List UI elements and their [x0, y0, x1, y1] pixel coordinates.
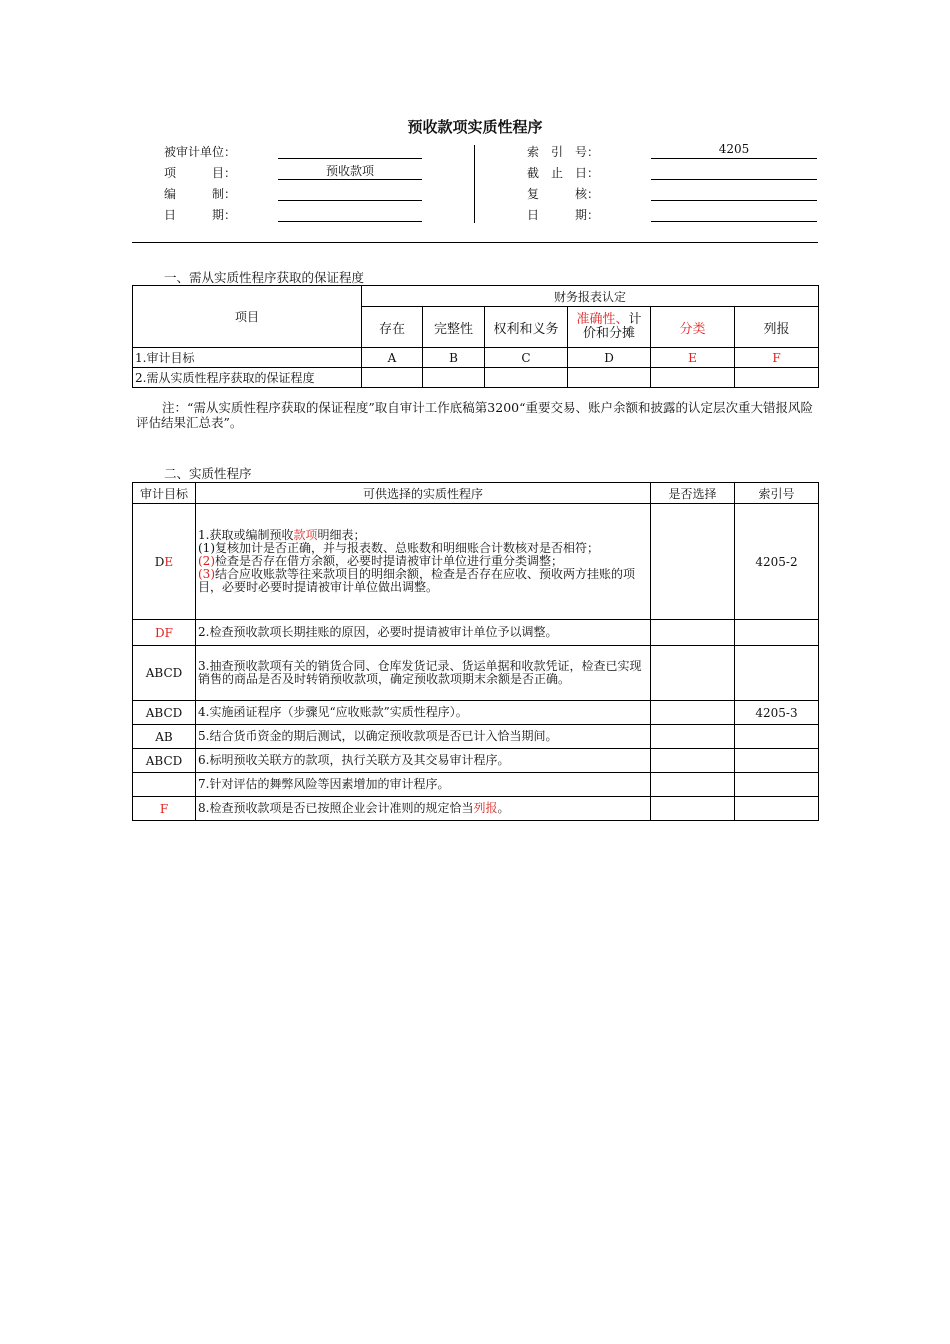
table-row [133, 620, 819, 646]
proc1-line3: 检查是否存在借方余额，必要时提请被审计单位进行重分类调整； [215, 554, 564, 568]
procedure-objective: AB [133, 725, 196, 749]
assurance-input-cell[interactable] [423, 368, 485, 388]
objective-cell: A [362, 348, 423, 368]
procedure-objective: ABCD [133, 701, 196, 725]
objective-black: D [154, 554, 165, 569]
header-label-index: 索 引 号： [527, 145, 600, 159]
procedure-index [735, 725, 819, 749]
header-label-cutoff: 截 止 日： [527, 166, 600, 180]
procedure-selected[interactable] [651, 725, 735, 749]
table-row [133, 749, 819, 773]
assurance-input-cell[interactable] [485, 368, 568, 388]
procedure-text: 5.结合货币资金的期后测试，以确定预收款项是否已计入恰当期间。 [196, 725, 651, 749]
objective-cell: D [568, 348, 651, 368]
assurance-input-cell[interactable] [362, 368, 423, 388]
procedure-selected[interactable] [651, 749, 735, 773]
assertion-accuracy-red: 准确性、 [576, 312, 629, 327]
header-label-client: 被审计单位： [164, 145, 237, 159]
assurance-input-cell[interactable] [735, 368, 819, 388]
proc1-line1-red: 款项 [293, 528, 318, 542]
assurance-input-cell[interactable] [568, 368, 651, 388]
table-row [133, 725, 819, 749]
procedures-table [132, 482, 819, 821]
procedure-index: 4205-2 [735, 504, 819, 620]
procedure-objective: DF [133, 620, 196, 646]
procedure-index [735, 773, 819, 797]
proc1-line2: (1)复核加计是否正确，并与报表数、总账数和明细账合计数核对是否相符； [198, 541, 600, 555]
header-label-prepared: 编 制： [164, 187, 237, 201]
header-divider [474, 145, 475, 223]
proc8-red: 列报 [473, 801, 498, 815]
objective-cell: B [423, 348, 485, 368]
header-field-date-right-line [651, 221, 817, 222]
table-row [133, 701, 819, 725]
assurance-table [132, 285, 819, 388]
procedure-objective [133, 504, 196, 620]
proc8-pre: 8.检查预收款项是否已按照企业会计准则的规定恰当 [198, 801, 474, 815]
procedure-text [196, 797, 651, 821]
procedure-index [735, 620, 819, 646]
assurance-group-header: 财务报表认定 [362, 286, 819, 307]
procedure-index [735, 749, 819, 773]
assertion-existence: 存在 [362, 307, 423, 348]
table-row [133, 646, 819, 701]
header-label-date-right: 日 期： [527, 208, 600, 222]
assertion-classification: 分类 [651, 307, 735, 348]
header-field-prepared-line [278, 200, 422, 201]
procedure-index [735, 646, 819, 701]
assurance-col-item: 项目 [133, 286, 362, 348]
proc1-line4: 结合应收账款等往来款项目的明细余额，检查是否存在应收、预收两方挂账的项目，必要时必要时提请被审计单位做出调整。 [198, 567, 636, 594]
col-header-objective: 审计目标 [133, 483, 196, 504]
procedure-index [735, 797, 819, 821]
proc1-line4-marker: (3) [198, 567, 215, 581]
section1-heading: 一、需从实质性程序获取的保证程度 [164, 270, 365, 285]
table-row [133, 773, 819, 797]
procedure-selected[interactable] [651, 797, 735, 821]
section2-heading: 二、实质性程序 [164, 466, 252, 481]
header-field-date-left-line [278, 221, 422, 222]
procedure-index: 4205-3 [735, 701, 819, 725]
header-field-index[interactable]: 4205 [718, 142, 750, 156]
assertion-rights-obligations: 权利和义务 [485, 307, 568, 348]
assurance-input-cell[interactable] [651, 368, 735, 388]
objective-cell: C [485, 348, 568, 368]
procedure-text: 2.检查预收款项长期挂账的原因，必要时提请被审计单位予以调整。 [196, 620, 651, 646]
procedure-selected[interactable] [651, 773, 735, 797]
proc8-post: 。 [497, 801, 510, 815]
procedure-selected[interactable] [651, 504, 735, 620]
header-label-review: 复 核： [527, 187, 600, 201]
header-field-item[interactable]: 预收款项 [325, 164, 374, 178]
note-text: 注：“需从实质性程序获取的保证程度”取自审计工作底稿第3200“重要交易、账户余额和披露的认定层次重大错报风险评估结果汇总表”。 [136, 400, 813, 430]
assertion-presentation: 列报 [735, 307, 819, 348]
procedure-text [196, 504, 651, 620]
objective-cell: F [735, 348, 819, 368]
procedure-objective: ABCD [133, 646, 196, 701]
procedure-text: 3.抽查预收款项有关的销货合同、仓库发货记录、货运单据和收款凭证，检查已实现销售的商品是否及时转销预收款项，确定预收款项期末余额是否正确。 [196, 646, 651, 701]
table-row [133, 797, 819, 821]
procedure-text: 4.实施函证程序（步骤见“应收账款”实质性程序）。 [196, 701, 651, 725]
procedure-text: 6.标明预收关联方的款项，执行关联方及其交易审计程序。 [196, 749, 651, 773]
proc1-line1-post: 明细表； [317, 528, 366, 542]
procedure-objective: ABCD [133, 749, 196, 773]
header-field-index-line [651, 158, 817, 159]
table-row [133, 348, 819, 368]
procedure-selected[interactable] [651, 646, 735, 701]
header-field-cutoff-line [651, 179, 817, 180]
procedure-selected[interactable] [651, 701, 735, 725]
col-header-selected: 是否选择 [651, 483, 735, 504]
assertion-accuracy-valuation [568, 307, 651, 348]
table-row [133, 368, 819, 388]
row-label-audit-objective: 1.审计目标 [133, 348, 362, 368]
procedure-objective [133, 773, 196, 797]
procedure-text: 7.针对评估的舞弊风险等因素增加的审计程序。 [196, 773, 651, 797]
table-row [133, 504, 819, 620]
proc1-line1-pre: 1.获取或编制预收 [198, 528, 294, 542]
col-header-procedure: 可供选择的实质性程序 [196, 483, 651, 504]
assertion-completeness: 完整性 [423, 307, 485, 348]
objective-cell: E [651, 348, 735, 368]
row-label-assurance-level: 2.需从实质性程序获取的保证程度 [133, 368, 362, 388]
procedure-selected[interactable] [651, 620, 735, 646]
assertion-valuation-black: 计价和分摊 [582, 312, 642, 341]
page-title: 预收款项实质性程序 [407, 118, 543, 136]
proc1-line3-marker: (2) [198, 554, 215, 568]
col-header-index: 索引号 [735, 483, 819, 504]
header-rule [132, 242, 818, 243]
header-label-date-left: 日 期： [164, 208, 237, 222]
header-field-item-line [278, 179, 422, 180]
objective-red: E [164, 554, 174, 569]
header-field-review-line [651, 200, 817, 201]
header-field-client-line[interactable] [278, 158, 422, 159]
procedure-objective: F [133, 797, 196, 821]
header-label-item: 项 目： [164, 166, 237, 180]
